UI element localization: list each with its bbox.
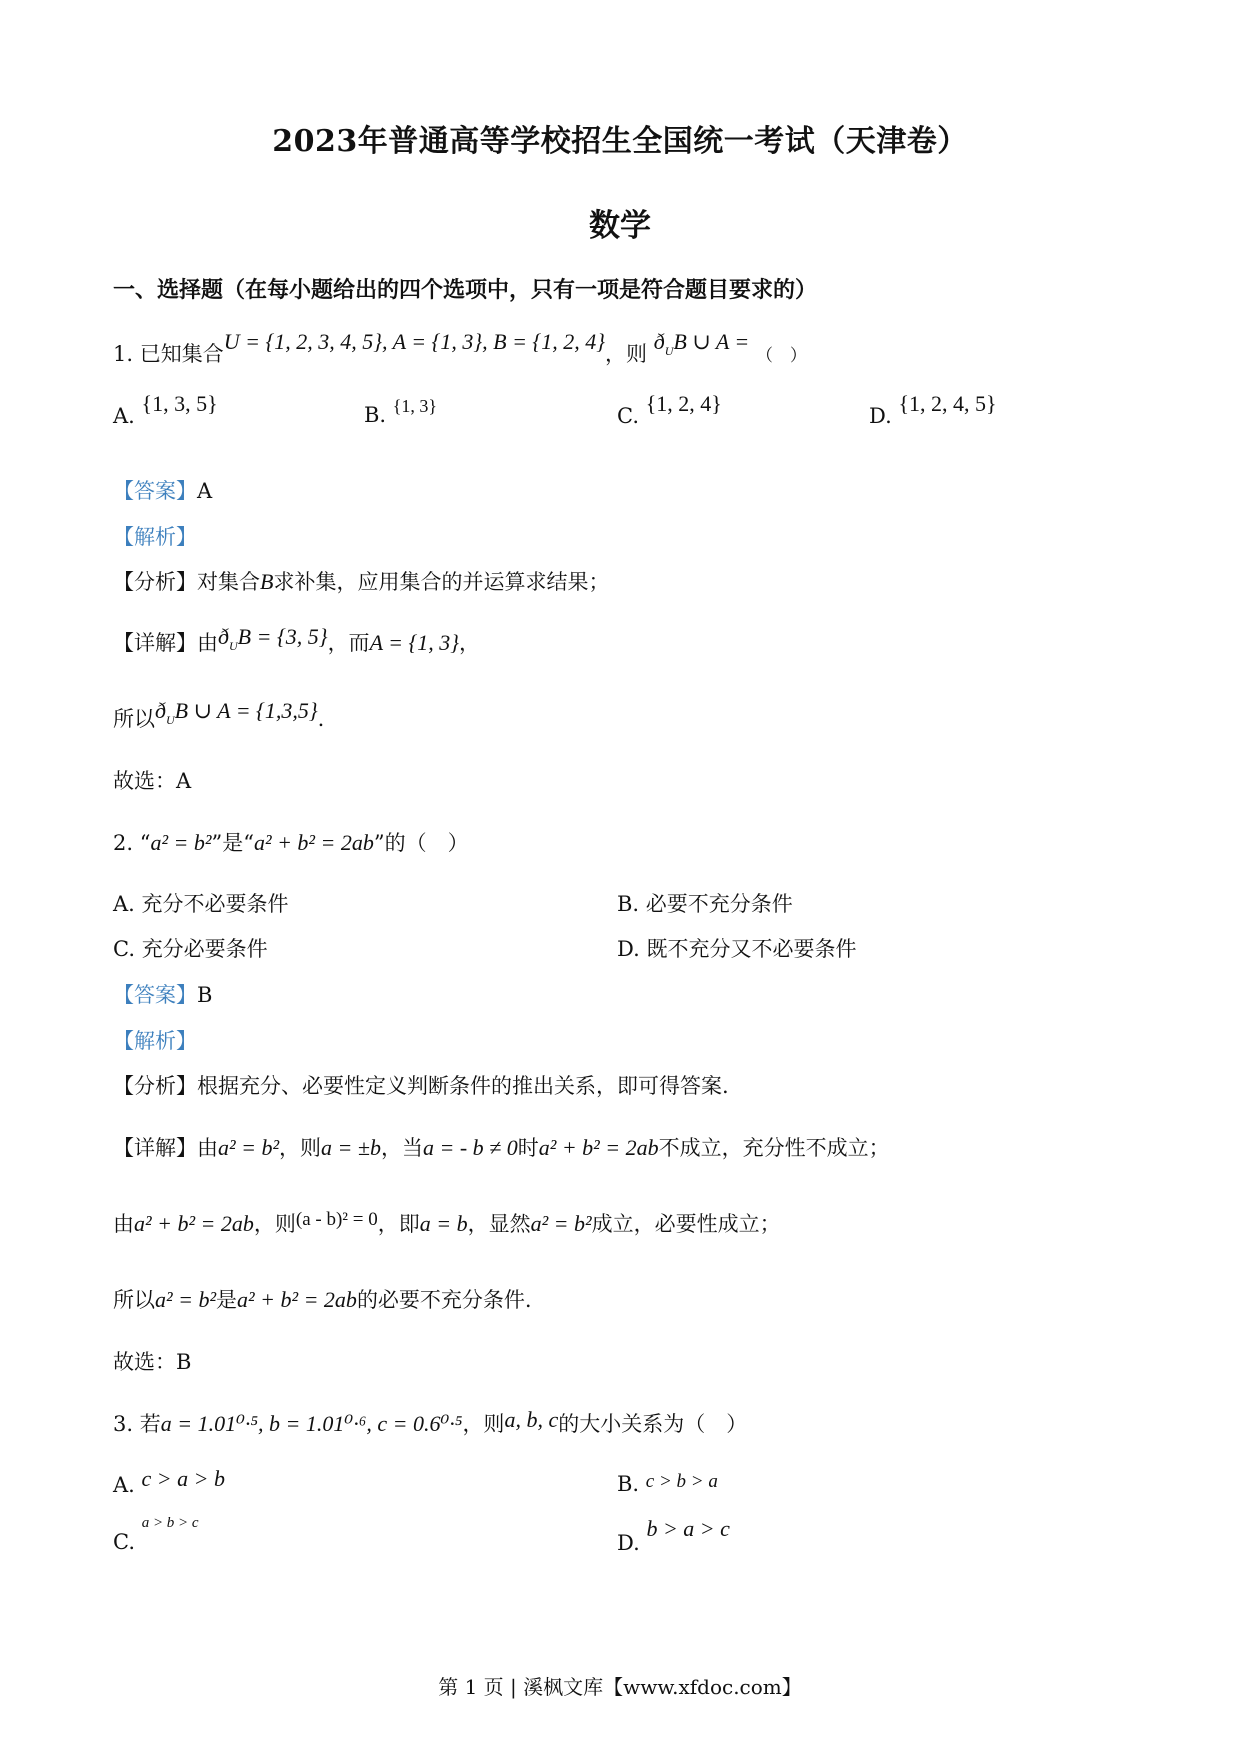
complement-icon: $ð_U$	[155, 698, 175, 727]
q1-conclusion: 所以$ð_UB$ ∪ A = {1,3,5}.	[113, 698, 325, 731]
q1-sets-math: U = {1, 2, 3, 4, 5}, A = {1, 3}, B = {1, 2, 4}	[223, 329, 606, 354]
q2-choose: 故选：B	[113, 1350, 192, 1374]
q2-option-c: C. 充分必要条件	[113, 937, 268, 961]
q3-option-c: C. $^{a > b > c}$	[113, 1515, 199, 1554]
q1-option-d: D. {1, 2, 4, 5}	[869, 391, 997, 428]
q2-detail-line1: 【详解】由a² = b²，则a = ±b，当a = - b ≠ 0时a² + b² = 2ab不成立，充分性不成立；	[113, 1135, 890, 1160]
q3-stem: 3. 若a = 1.01⁰·⁵, b = 1.01⁰·⁶, c = 0.6⁰·⁵，则a, b, c的大小关系为（ ）	[113, 1407, 748, 1436]
page-footer: 第 1 页 | 溪枫文库【www.xfdoc.com】	[438, 1675, 802, 1699]
q1-detail: 【详解】由$ð_UB = \{3$, 5}，而A = {1, 3}，	[113, 624, 481, 655]
q3-option-d: D. b > a > c	[617, 1516, 730, 1555]
q2-conclusion: 所以a² = b²是a² + b² = 2ab的必要不充分条件.	[113, 1287, 532, 1312]
q2-option-d: D. 既不充分又不必要条件	[617, 937, 857, 961]
section-heading: 一、选择题（在每小题给出的四个选项中，只有一项是符合题目要求的）	[113, 277, 818, 303]
q2-detail-line2: 由a² + b² = 2ab，则(a - b)² = 0，即a = b，显然a² = b²成立，必要性成立；	[113, 1209, 781, 1236]
q1-option-a: A. {1, 3, 5}	[113, 391, 218, 428]
q2-fenxi: 【分析】根据充分、必要性定义判断条件的推出关系，即可得答案.	[113, 1074, 729, 1098]
q2-option-a: A. 充分不必要条件	[113, 892, 289, 916]
subject-heading: 数学	[589, 208, 651, 244]
q2-analysis-label: 【解析】	[113, 1029, 197, 1053]
page-title: 2023年普通高等学校招生全国统一考试（天津卷）	[272, 124, 968, 159]
complement-icon: $ð_U$	[218, 624, 238, 653]
q1-option-b: B. {1, 3}	[364, 396, 438, 427]
q2-answer: 【答案】B	[113, 983, 213, 1007]
q1-option-c: C. {1, 2, 4}	[617, 391, 722, 428]
q1-fenxi: 【分析】对集合B求补集，应用集合的并运算求结果；	[113, 569, 610, 594]
q3-option-a: A. c > a > b	[113, 1466, 225, 1497]
q3-option-b: B. c > b > a	[617, 1471, 718, 1496]
q1-answer: 【答案】A	[113, 479, 213, 503]
q1-analysis-label: 【解析】	[113, 525, 197, 549]
q2-option-b: B. 必要不充分条件	[617, 892, 793, 916]
q1-stem: 1. 已知集合U = {1, 2, 3, 4, 5}, A = {1, 3}, B = {1, 2, 4}，则 $ð_UB$ ∪ A = （ ）	[113, 329, 807, 366]
q1-choose: 故选：A	[113, 769, 192, 793]
complement-icon: $ð_U$	[653, 329, 674, 358]
q2-stem: 2. “a² = b²”是“a² + b² = 2ab”的（ ）	[113, 830, 469, 855]
